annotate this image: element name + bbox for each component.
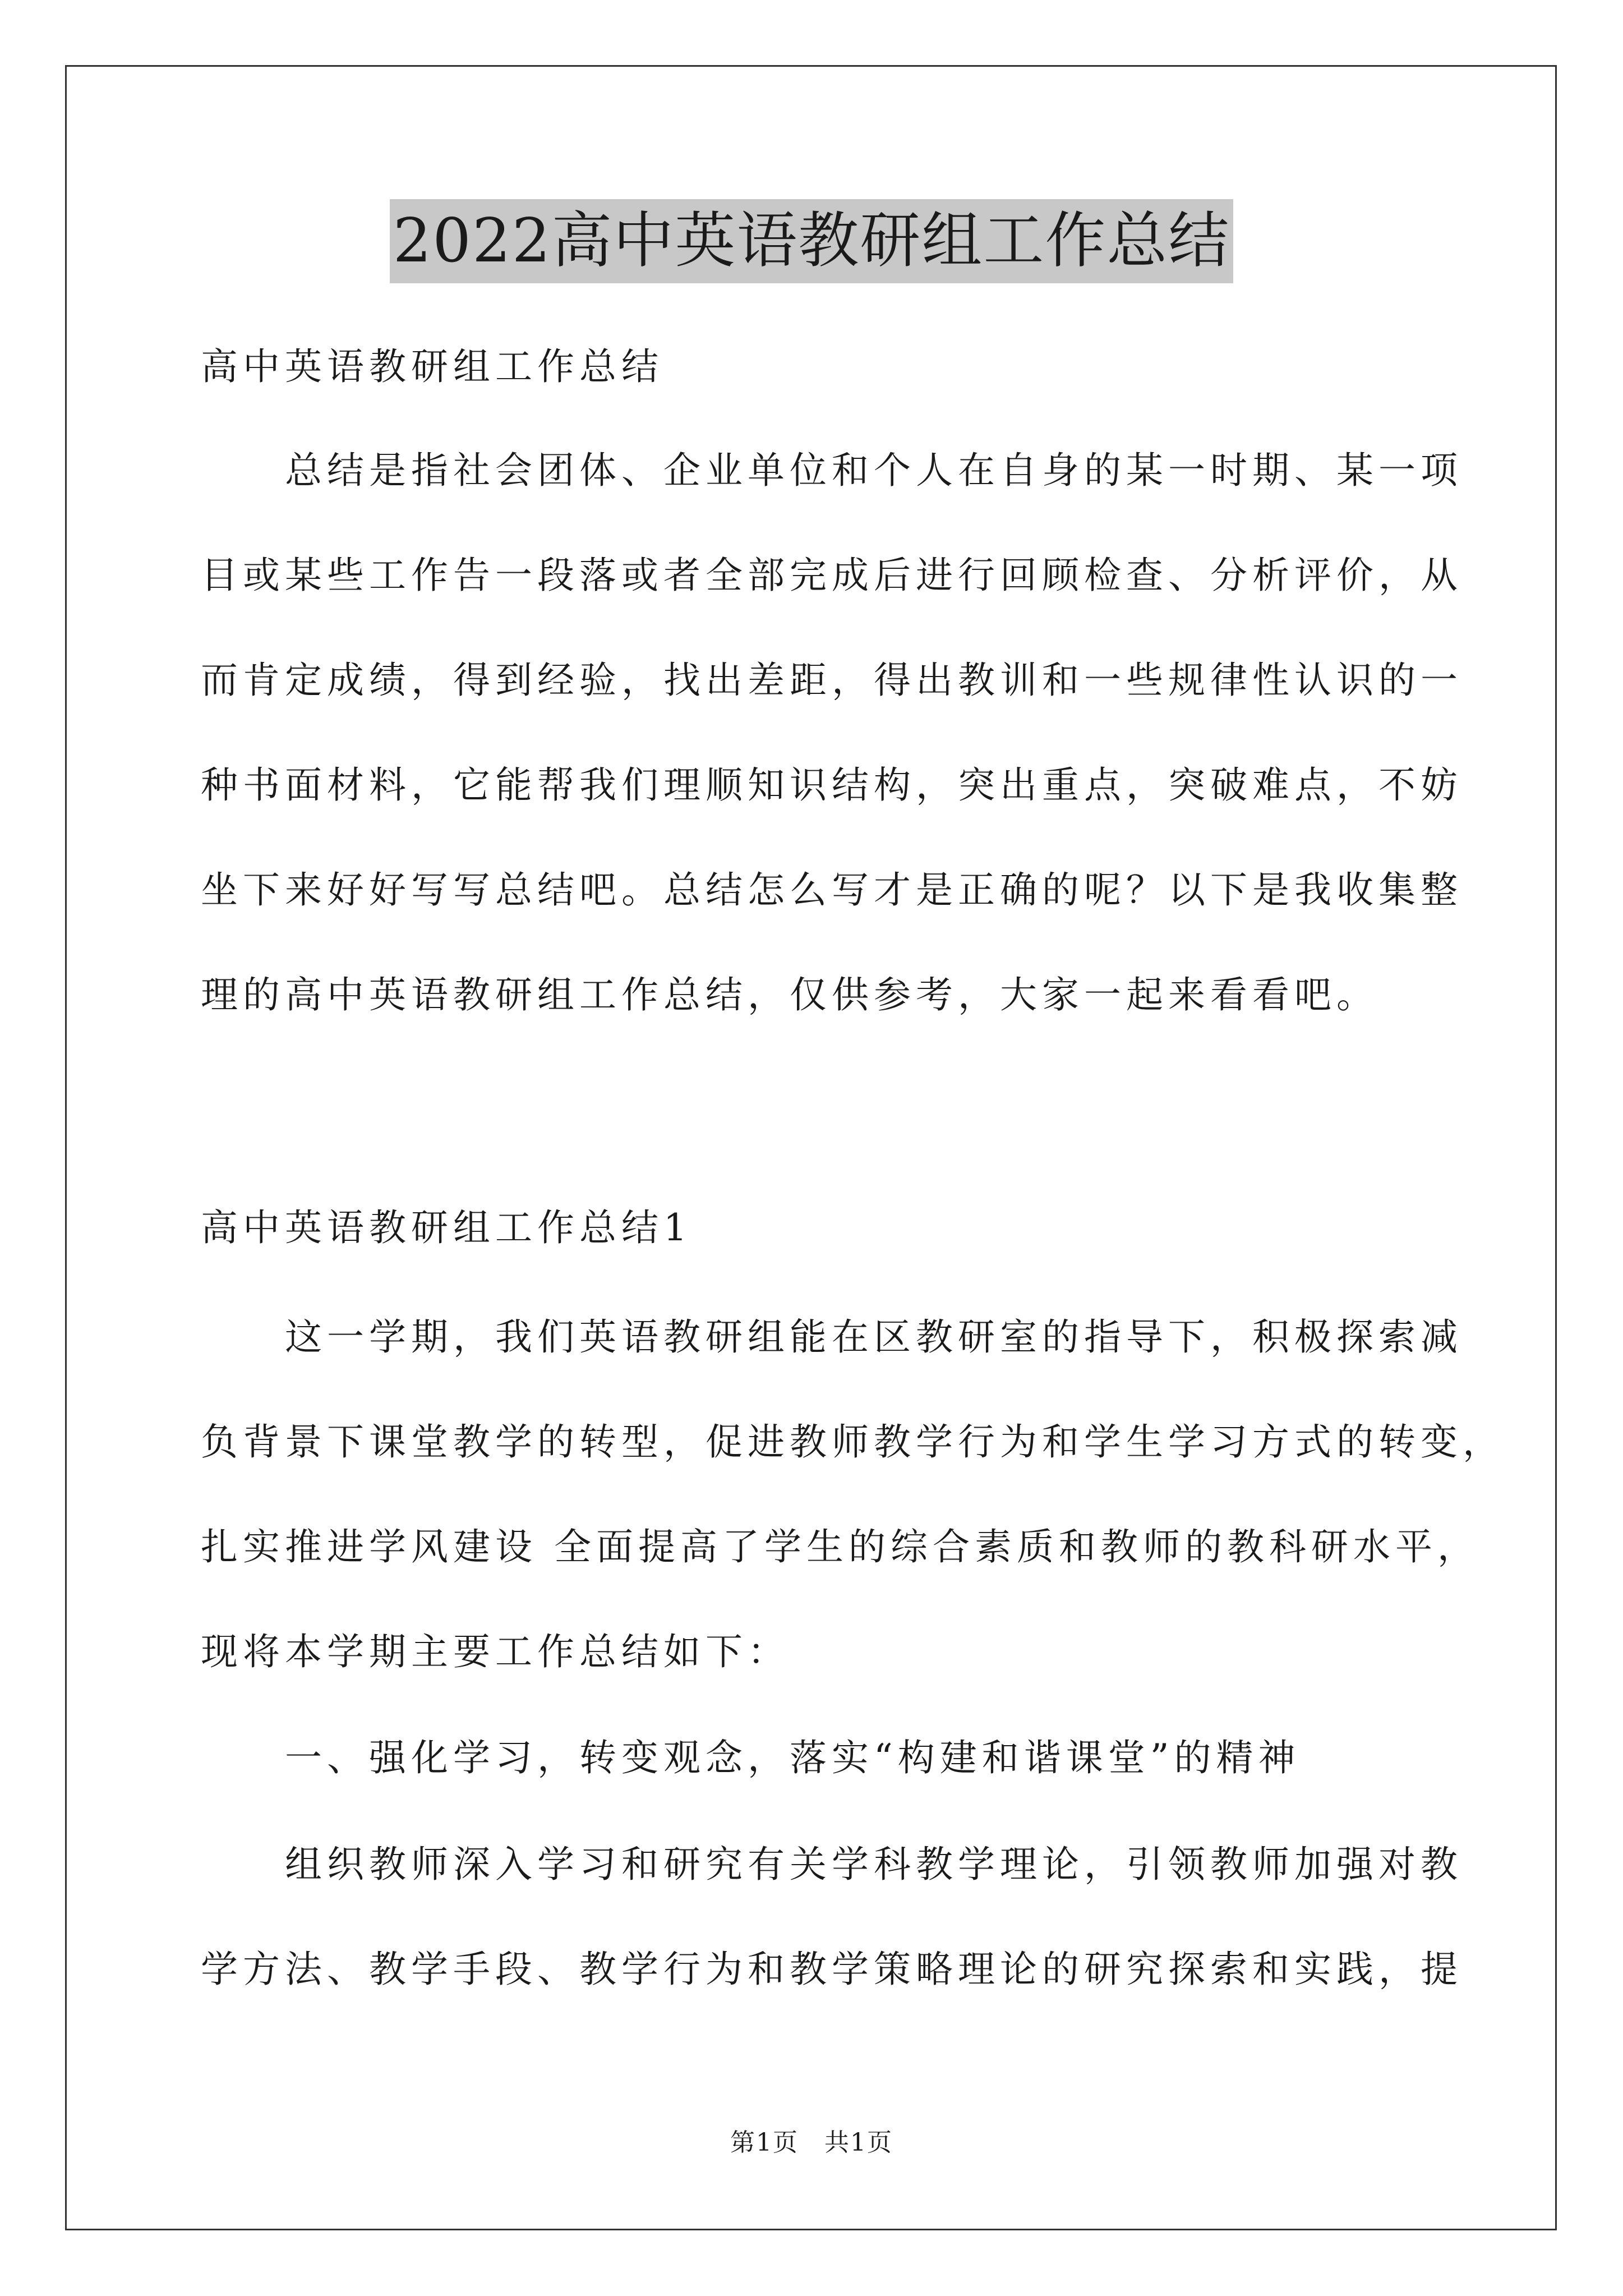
- text-line: 坐下来好好写写总结吧。总结怎么写才是正确的呢？以下是我收集整: [201, 868, 1463, 912]
- text-line: 目或某些工作告一段落或者全部完成后进行回顾检查、分析评价，从: [201, 554, 1463, 597]
- text-line: 负背景下课堂教学的转型，促进教师教学行为和学生学习方式的转变，: [201, 1420, 1505, 1464]
- text-line: 总结是指社会团体、企业单位和个人在自身的某一时期、某一项: [201, 449, 1463, 492]
- document-subtitle: 高中英语教研组工作总结: [201, 345, 663, 388]
- text-line: 而肯定成绩，得到经验，找出差距，得出教训和一些规律性认识的一: [201, 659, 1463, 702]
- text-line: 扎实推进学风建设 全面提高了学生的综合素质和教师的教科研水平，: [201, 1525, 1479, 1568]
- text-line: 现将本学期主要工作总结如下：: [201, 1630, 790, 1673]
- text-line: 这一学期，我们英语教研组能在区教研室的指导下，积极探索减: [201, 1315, 1463, 1359]
- text-line: 理的高中英语教研组工作总结，仅供参考，大家一起来看看吧。: [201, 973, 1378, 1016]
- point-heading: 一、强化学习，转变观念，落实“构建和谐课堂”的精神: [201, 1736, 1301, 1779]
- document-title: 2022高中英语教研组工作总结: [390, 199, 1234, 283]
- title-area: [0, 199, 1623, 283]
- text-line: 种书面材料，它能帮我们理顺知识结构，突出重点，突破难点，不妨: [201, 763, 1463, 807]
- section-heading: 高中英语教研组工作总结1: [201, 1206, 692, 1249]
- intro-paragraph: [201, 418, 1463, 1047]
- section-paragraph: [201, 1285, 1505, 1704]
- point-paragraph: [201, 1812, 1463, 2022]
- text-line: 学方法、教学手段、教学行为和教学策略理论的研究探索和实践，提: [201, 1948, 1463, 1991]
- text-line: 组织教师深入学习和研究有关学科教学理论，引领教师加强对教: [201, 1843, 1463, 1886]
- page-footer: 第1页 共1页: [730, 2128, 893, 2157]
